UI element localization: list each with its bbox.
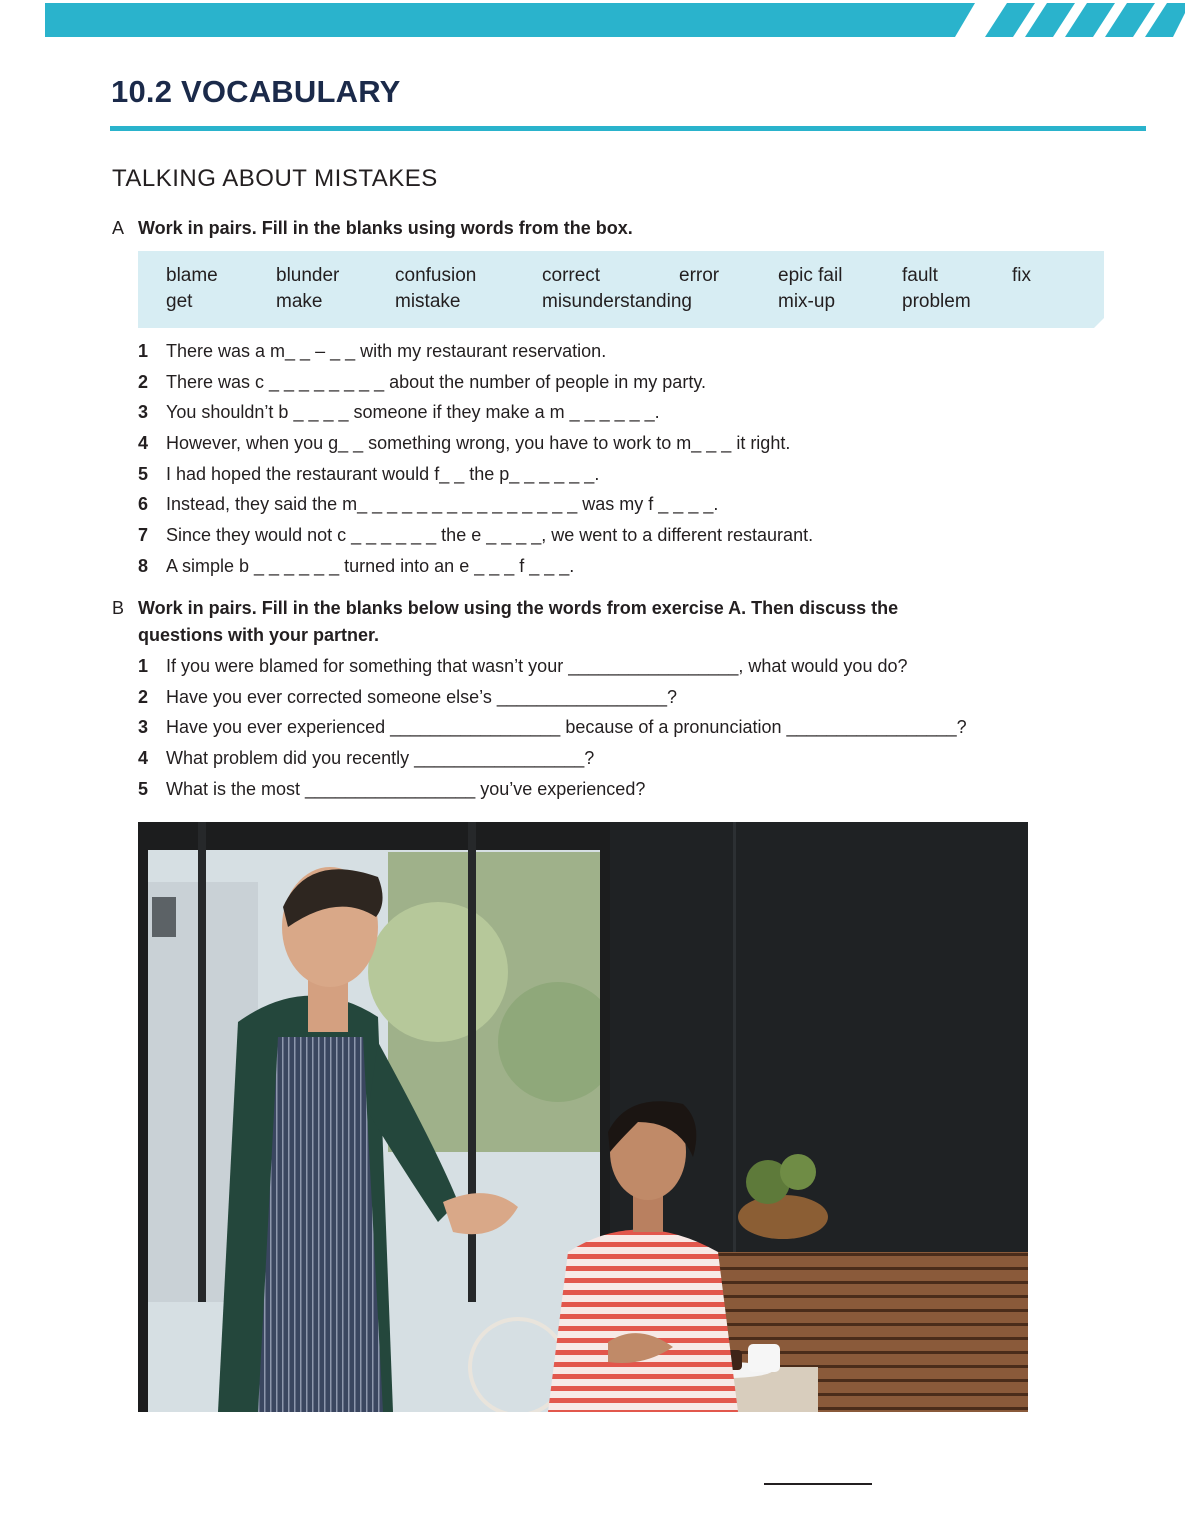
item-number: 7	[138, 525, 149, 545]
word-blunder: blunder	[276, 265, 340, 286]
word-epic-fail: epic fail	[778, 265, 843, 286]
word-problem: problem	[902, 291, 971, 312]
word-make: make	[276, 291, 323, 312]
exercise-a-instruction	[112, 215, 1012, 242]
word-fix: fix	[1012, 265, 1031, 286]
word-error: error	[679, 265, 720, 286]
item-text: Have you ever experienced _________________ because of a pronunciation _________________?	[166, 717, 967, 737]
item-number: 5	[138, 779, 149, 799]
item-text: What problem did you recently _________________?	[166, 748, 595, 768]
item-text: Have you ever corrected someone else’s _________________?	[166, 687, 678, 707]
item-number: 1	[138, 656, 149, 676]
word-mistake: mistake	[395, 291, 461, 312]
item-number: 3	[138, 402, 149, 422]
item-number: 5	[138, 464, 149, 484]
item-text: There was c _ _ _ _ _ _ _ _ about the number of people in my party.	[166, 372, 706, 392]
header-bar-fill	[45, 3, 975, 37]
exercise-b-letter: B	[112, 598, 125, 618]
header-stripe-3	[1065, 3, 1115, 37]
page-title: 10.2 VOCABULARY	[111, 74, 401, 109]
exercise-a-letter: A	[112, 218, 125, 238]
word-box	[138, 251, 1104, 328]
word-misunderstanding: misunderstanding	[542, 291, 692, 312]
item-text: A simple b _ _ _ _ _ _ turned into an e _ _ _ f _ _ _.	[166, 556, 575, 576]
header-stripe-2	[1025, 3, 1075, 37]
item-number: 8	[138, 556, 149, 576]
word-fault: fault	[902, 265, 938, 286]
header-stripe-1	[985, 3, 1035, 37]
word-box-background	[138, 251, 1104, 328]
exercise-b-text: Work in pairs. Fill in the blanks below using the words from exercise A. Then discuss the questions with your partner.	[138, 598, 899, 645]
word-correct: correct	[542, 265, 601, 286]
word-confusion: confusion	[395, 265, 477, 286]
item-number: 2	[138, 372, 149, 392]
word-mix-up: mix-up	[778, 291, 836, 312]
item-text: You shouldn’t b _ _ _ _ someone if they make a m _ _ _ _ _ _.	[166, 402, 660, 422]
item-text: However, when you g_ _ something wrong, you have to work to m_ _ _ it right.	[166, 433, 791, 453]
item-number: 4	[138, 433, 149, 453]
item-number: 3	[138, 717, 149, 737]
title-divider	[110, 126, 1146, 131]
item-text: I had hoped the restaurant would f_ _ the p_ _ _ _ _ _.	[166, 464, 600, 484]
word-blame: blame	[166, 265, 218, 286]
header-stripe-bar	[45, 3, 1185, 37]
item-text: If you were blamed for something that wasn’t your _________________, what would you do?	[166, 656, 908, 676]
cafe-photo	[138, 822, 1028, 1412]
item-number: 2	[138, 687, 149, 707]
footer-rule	[764, 1483, 872, 1485]
item-text: Instead, they said the m_ _ _ _ _ _ _ _ _ _ _ _ _ _ _ was my f _ _ _ _.	[166, 494, 719, 514]
item-number: 6	[138, 494, 149, 514]
item-number: 1	[138, 341, 149, 361]
item-number: 4	[138, 748, 149, 768]
exercise-b-instruction	[112, 595, 1012, 649]
word-get: get	[166, 291, 193, 312]
section-subtitle: TALKING ABOUT MISTAKES	[112, 165, 438, 192]
header-stripe-4	[1105, 3, 1155, 37]
exercise-a-text: Work in pairs. Fill in the blanks using words from the box.	[138, 218, 633, 238]
item-text: Since they would not c _ _ _ _ _ _ the e _ _ _ _, we went to a different restaurant.	[166, 525, 814, 545]
item-text: What is the most _________________ you’ve experienced?	[166, 779, 646, 799]
item-text: There was a m_ _ – _ _ with my restaurant reservation.	[166, 341, 607, 361]
